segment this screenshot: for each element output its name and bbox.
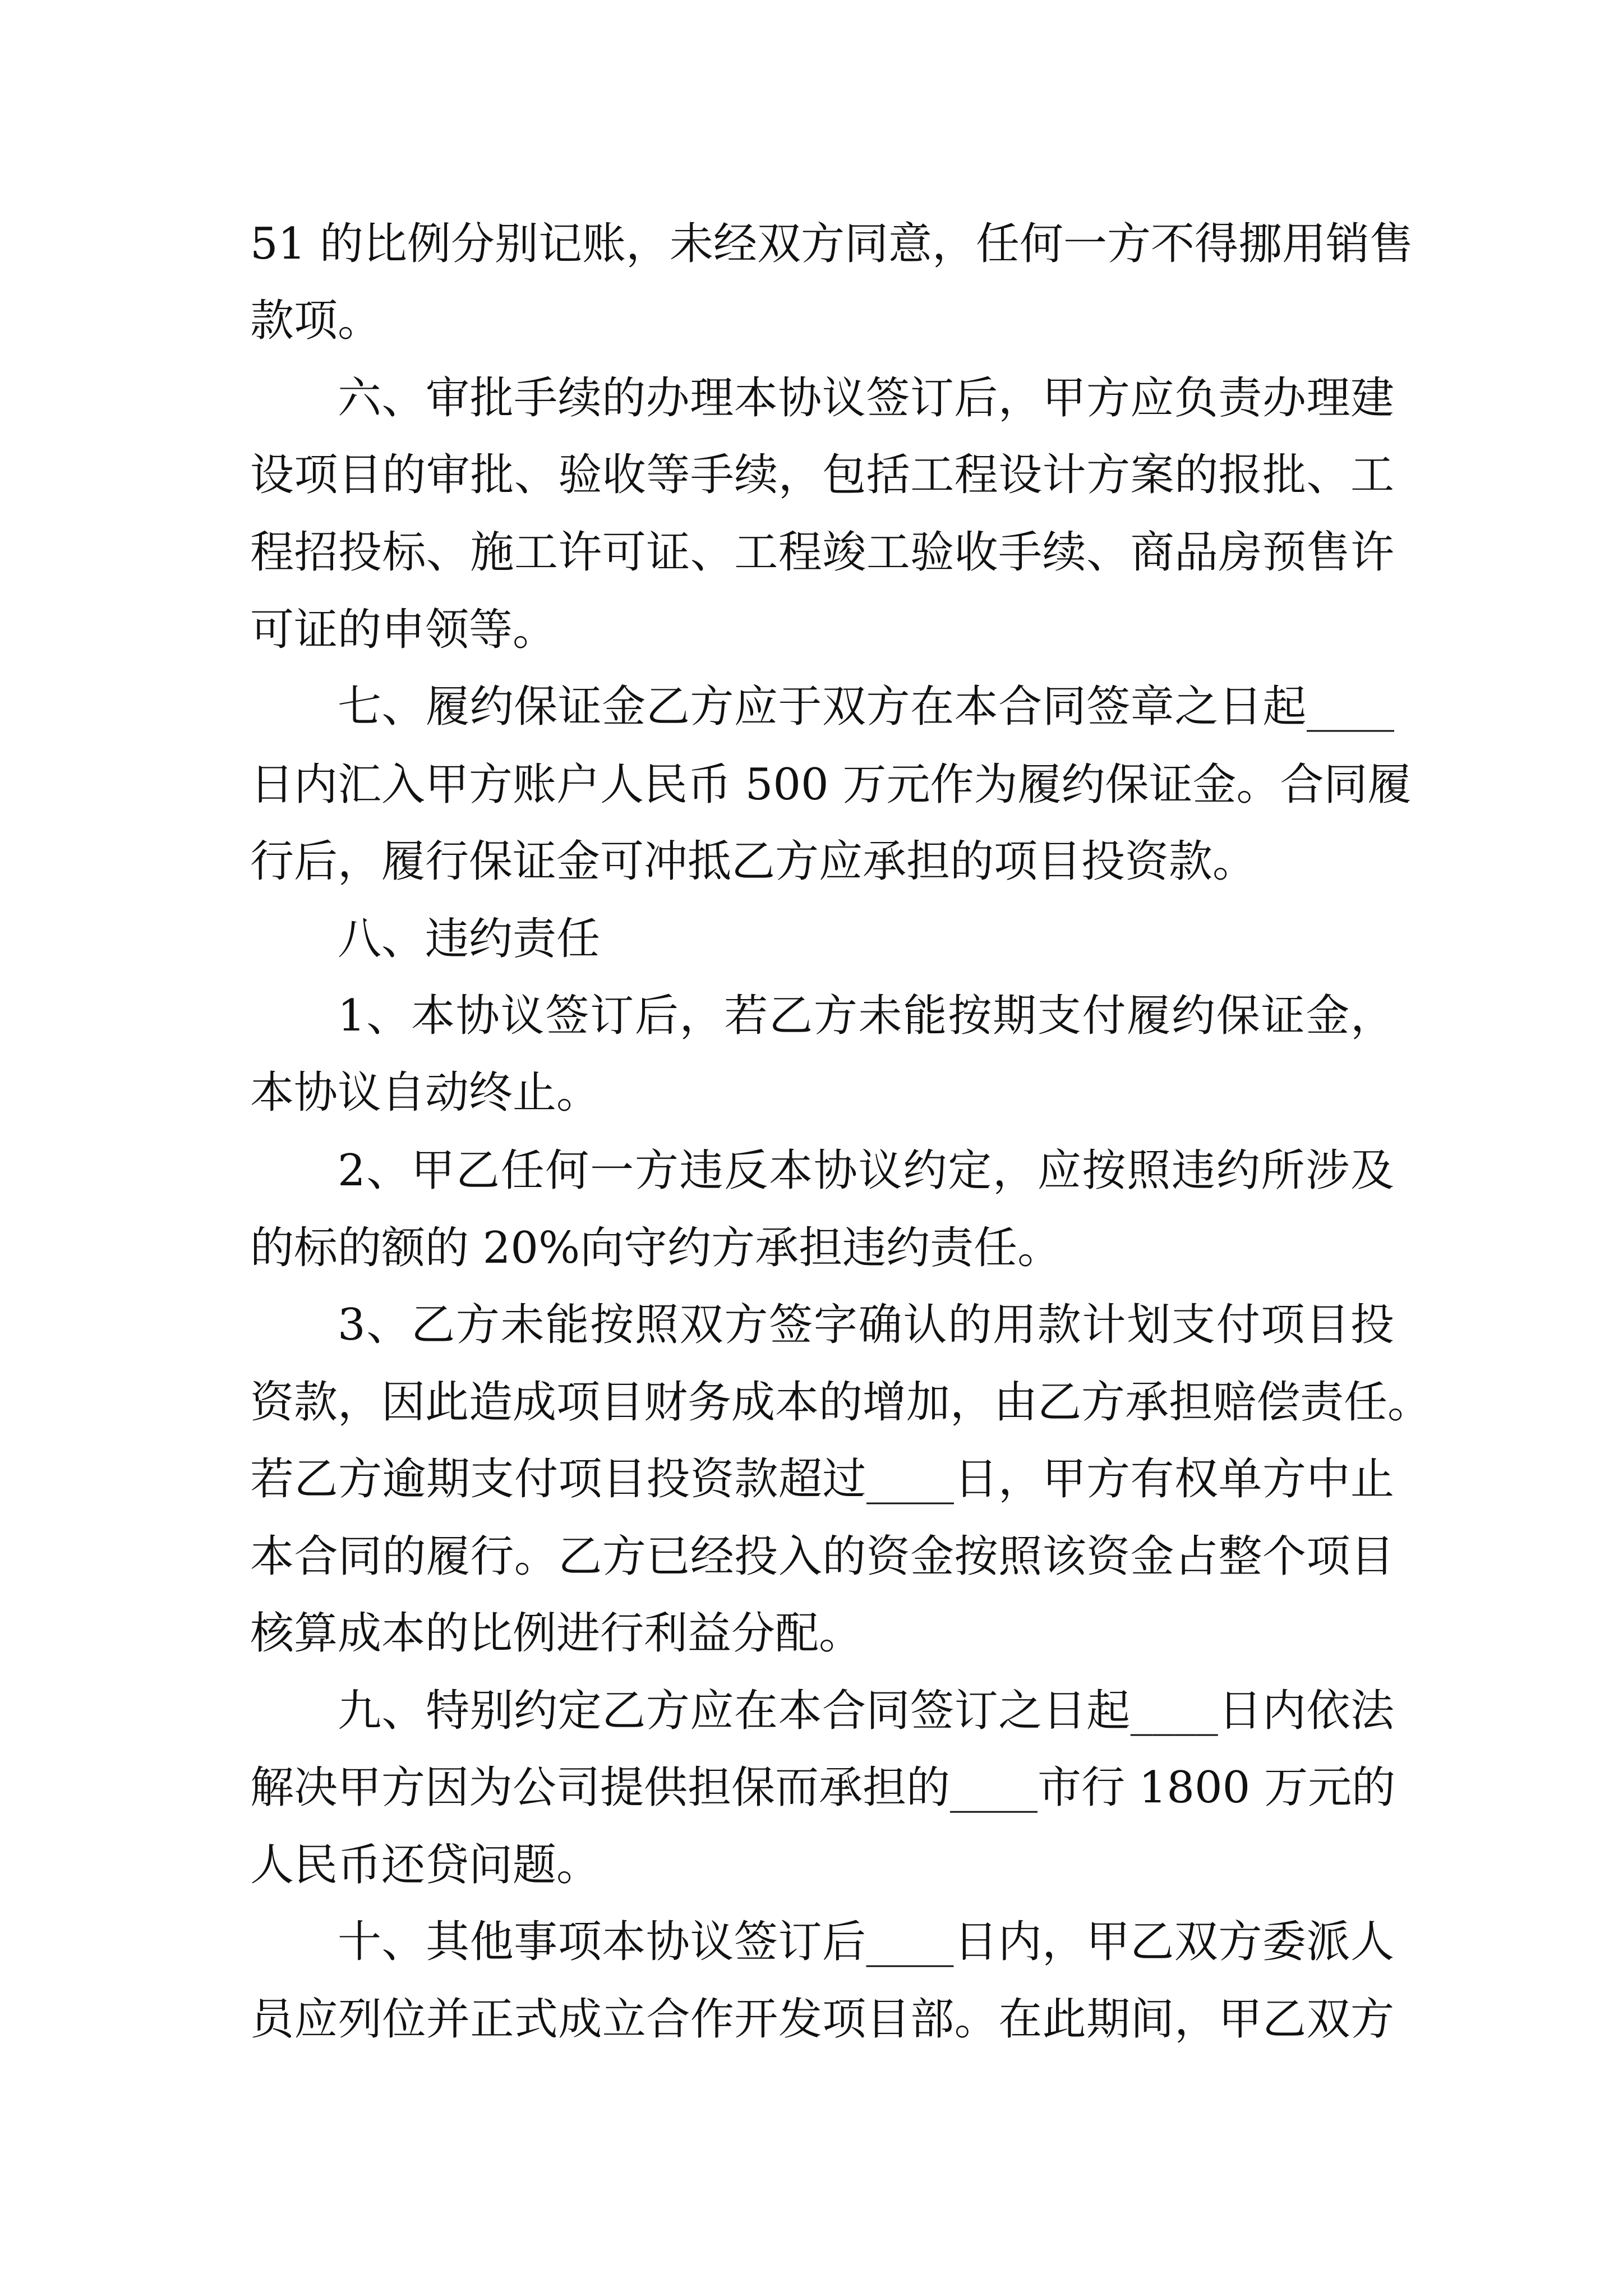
text-line: 款项。 xyxy=(250,296,382,346)
text-line: 程招投标、施工许可证、工程竣工验收手续、商品房预售许 xyxy=(250,527,1394,578)
text-line: 设项目的审批、验收等手续，包括工程设计方案的报批、工 xyxy=(250,450,1394,500)
clause-line: 2、甲乙任何一方违反本协议约定，应按照违约所涉及 xyxy=(338,1145,1394,1196)
text-line: 日内汇入甲方账户人民币 500 万元作为履约保证金。合同履 xyxy=(250,760,1412,810)
paragraph-heading-line: 九、特别约定乙方应在本合同签订之日起____日内依法 xyxy=(338,1686,1394,1736)
text-line: 若乙方逾期支付项目投资款超过____日，甲方有权单方中止 xyxy=(250,1454,1394,1504)
text-line: 人民币还贷问题。 xyxy=(250,1840,601,1890)
paragraph-heading-line: 七、履约保证金乙方应于双方在本合同签章之日起____ xyxy=(338,682,1394,732)
section-heading: 八、违约责任 xyxy=(338,914,601,964)
text-line: 核算成本的比例进行利益分配。 xyxy=(250,1608,863,1659)
text-line: 51 的比例分别记账，未经双方同意，任何一方不得挪用销售 xyxy=(250,219,1414,269)
text-line: 的标的额的 20%向守约方承担违约责任。 xyxy=(250,1223,1062,1273)
text-line: 资款，因此造成项目财务成本的增加，由乙方承担赔偿责任。 xyxy=(250,1377,1432,1428)
clause-line: 1、本协议签订后，若乙方未能按期支付履约保证金， xyxy=(338,991,1394,1041)
text-line: 员应列位并正式成立合作开发项目部。在此期间，甲乙双方 xyxy=(250,1994,1394,2045)
clause-line: 3、乙方未能按照双方签字确认的用款计划支付项目投 xyxy=(338,1300,1394,1350)
text-line: 可证的申领等。 xyxy=(250,605,557,655)
text-line: 本合同的履行。乙方已经投入的资金按照该资金占整个项目 xyxy=(250,1531,1394,1582)
text-line: 本协议自动终止。 xyxy=(250,1068,601,1118)
paragraph-heading-line: 十、其他事项本协议签订后____日内，甲乙双方委派人 xyxy=(338,1917,1394,1967)
text-line: 行后，履行保证金可冲抵乙方应承担的项目投资款。 xyxy=(250,836,1257,887)
paragraph-heading-line: 六、审批手续的办理本协议签订后，甲方应负责办理建 xyxy=(338,373,1394,424)
text-line: 解决甲方因为公司提供担保而承担的____市行 1800 万元的 xyxy=(250,1763,1396,1813)
